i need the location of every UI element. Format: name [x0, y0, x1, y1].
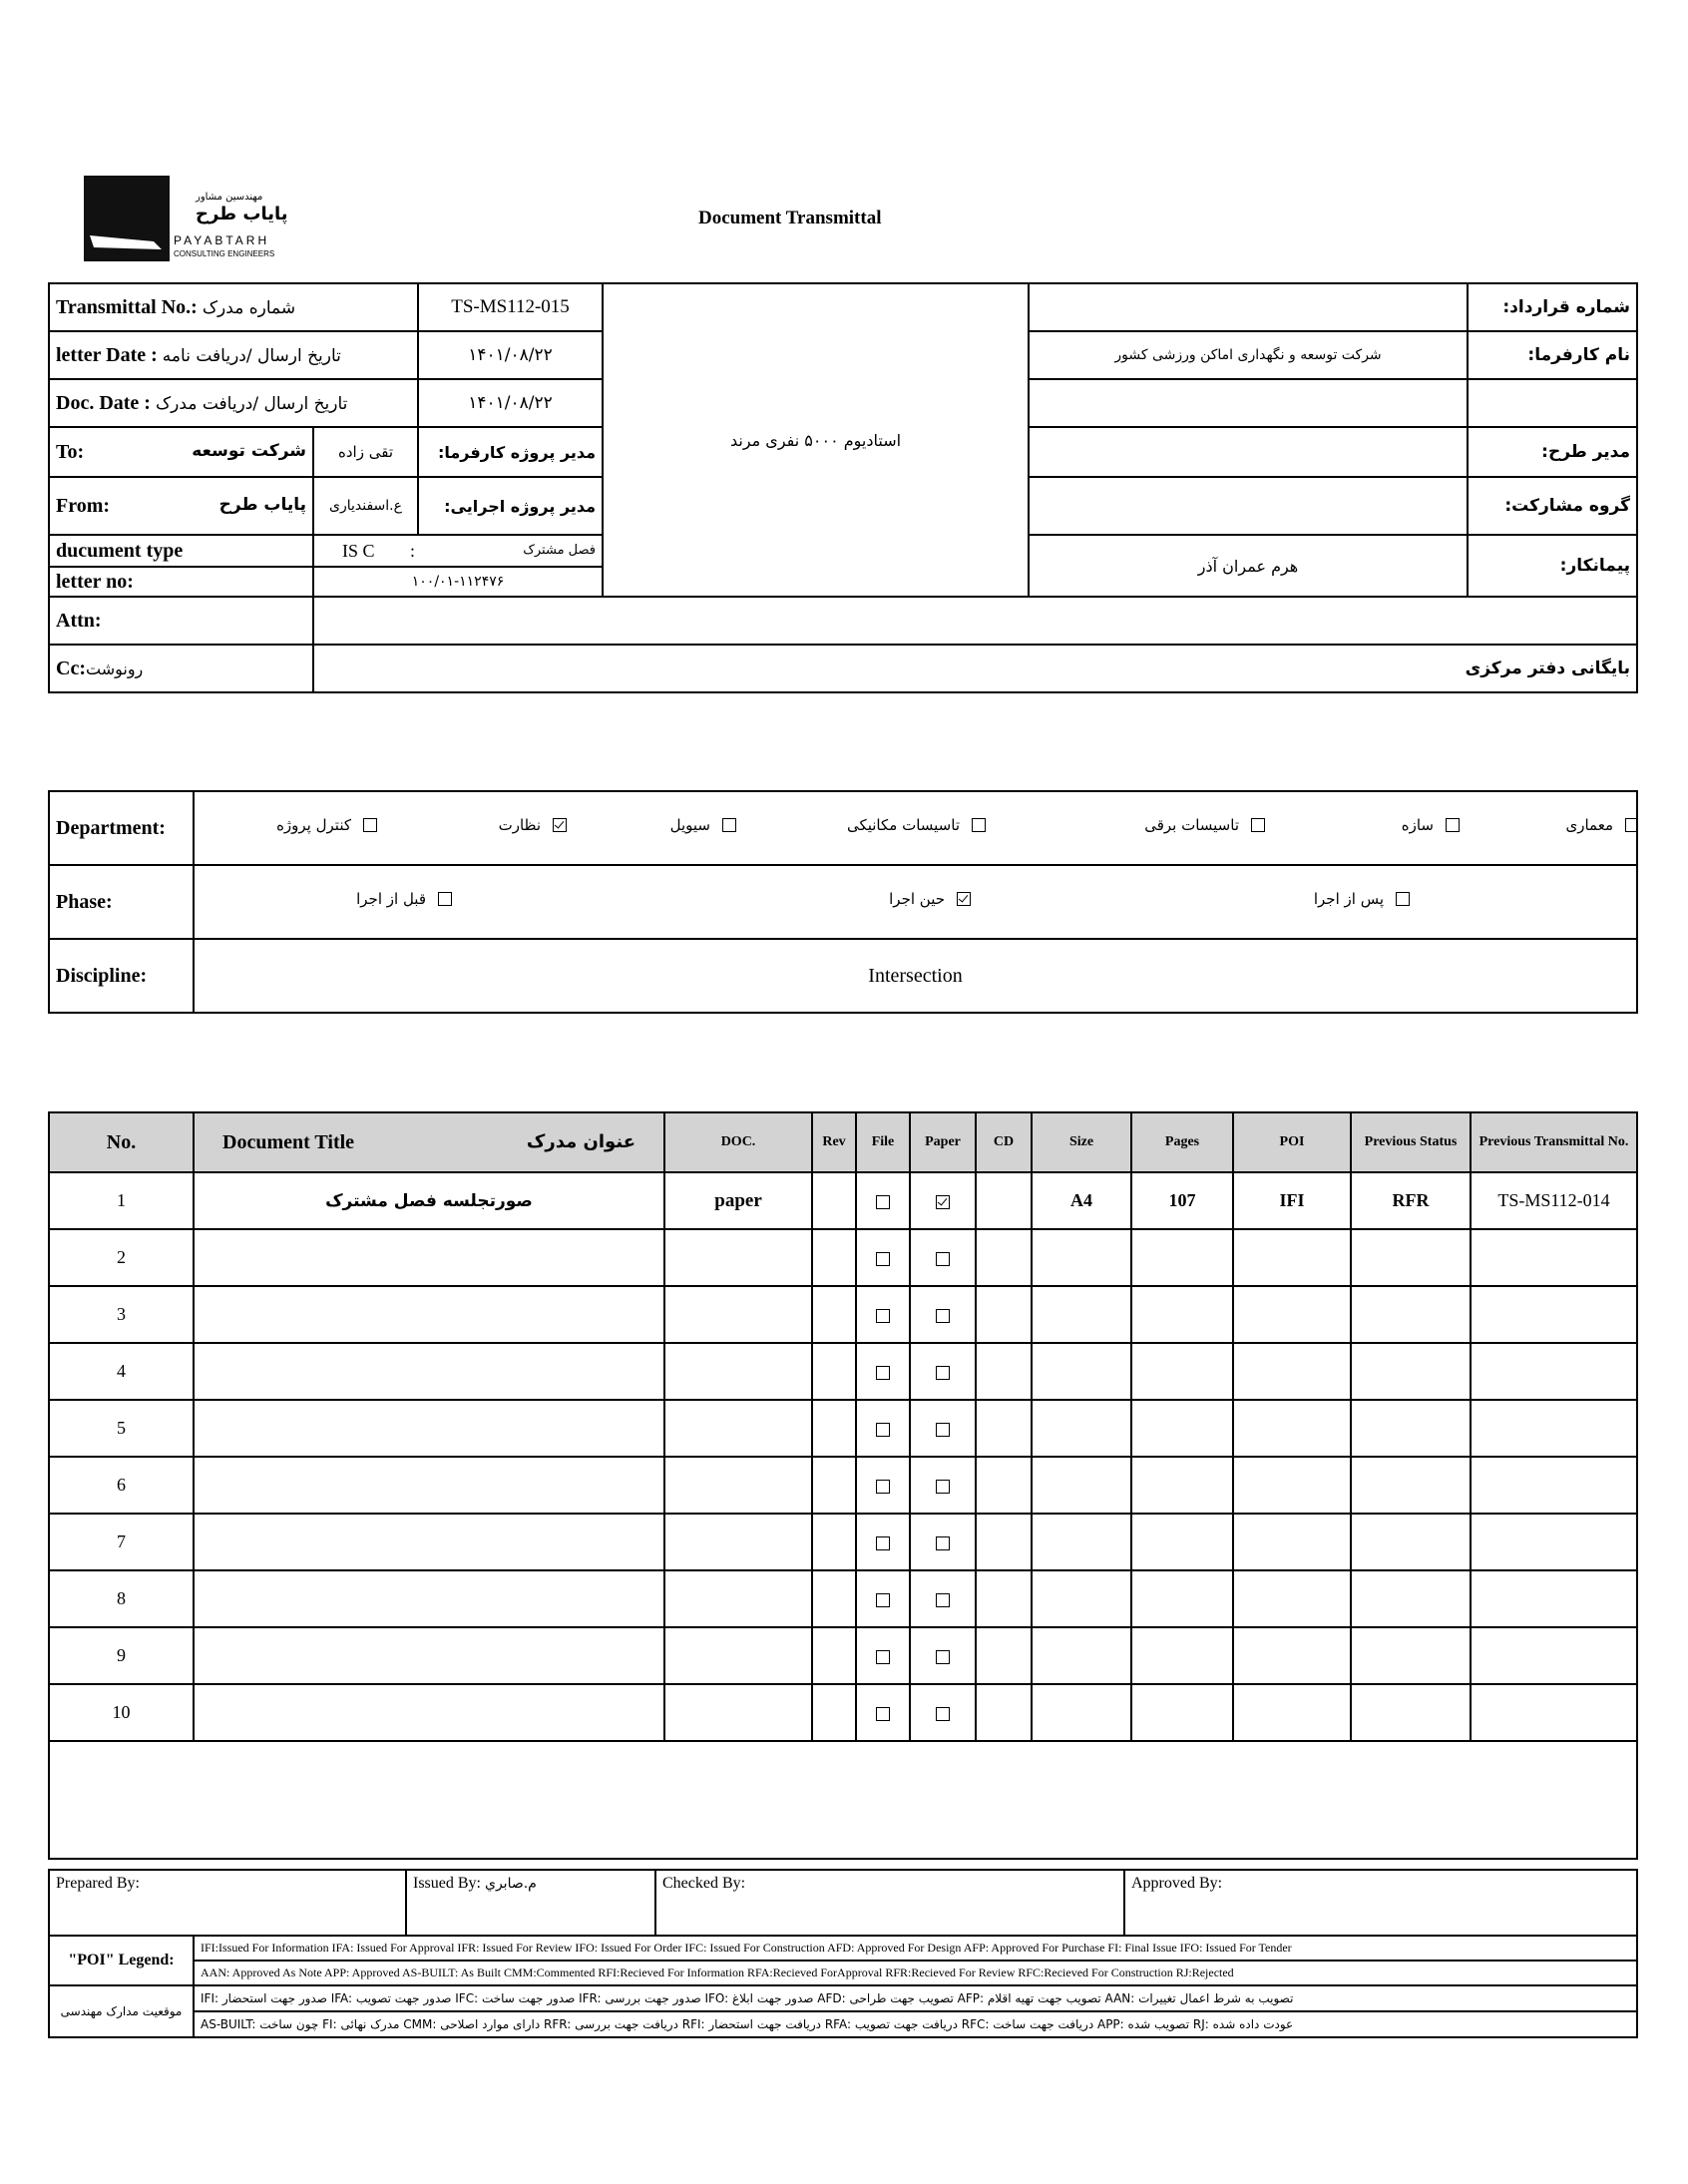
partnership-value [1029, 477, 1468, 535]
page-title: Document Transmittal [698, 208, 882, 228]
phase-options-row [195, 866, 1636, 938]
row-prev-transmittal [1471, 1400, 1637, 1457]
row-prev-transmittal [1471, 1627, 1637, 1684]
header-title-en: Document Title [222, 1131, 355, 1153]
transmittal-value: TS-MS112-015 [418, 283, 603, 331]
row-cd [976, 1627, 1032, 1684]
issued-by-cell [406, 1870, 655, 1936]
header-rev: Rev [812, 1112, 856, 1172]
logo-fa-top: مهندسین مشاور [196, 192, 263, 203]
department-option-label: کنترل پروژه [276, 816, 351, 834]
row-doc [664, 1514, 812, 1570]
row-doc [664, 1457, 812, 1514]
row-pages [1131, 1684, 1233, 1741]
paper-checkbox[interactable] [936, 1480, 950, 1494]
header-title-fa: عنوان مدرک [526, 1131, 635, 1152]
row-title [194, 1627, 664, 1684]
row-poi [1233, 1570, 1351, 1627]
phase-option-label: پس از اجرا [1313, 890, 1384, 908]
header-poi: POI [1233, 1112, 1351, 1172]
row-prev-status [1351, 1457, 1471, 1514]
header-pages: Pages [1131, 1112, 1233, 1172]
row-prev-status [1351, 1286, 1471, 1343]
paper-checkbox[interactable] [936, 1309, 950, 1323]
row-size [1032, 1684, 1131, 1741]
row-size [1032, 1400, 1131, 1457]
paper-checkbox[interactable] [936, 1195, 950, 1209]
row-prev-transmittal [1471, 1229, 1637, 1286]
row-title [194, 1457, 664, 1514]
doctype-value-row [314, 536, 602, 568]
paper-checkbox[interactable] [936, 1252, 950, 1266]
company-logo [84, 176, 293, 261]
row-prev-status: RFR [1351, 1172, 1471, 1229]
file-checkbox[interactable] [876, 1707, 890, 1721]
cc-label-fa: رونوشت [85, 658, 144, 678]
row-no: 9 [49, 1627, 194, 1684]
file-checkbox[interactable] [876, 1366, 890, 1380]
row-pages [1131, 1627, 1233, 1684]
paper-checkbox[interactable] [936, 1593, 950, 1607]
row-prev-status [1351, 1400, 1471, 1457]
letter-date-label-fa: تاریخ ارسال /دریافت نامه [162, 345, 341, 366]
row-size [1032, 1514, 1131, 1570]
header-file: File [856, 1112, 910, 1172]
phase-checkbox[interactable] [957, 892, 971, 906]
department-option-label: تاسیسات برقی [1144, 816, 1239, 834]
row-no: 1 [49, 1172, 194, 1229]
table-row [49, 1684, 1637, 1741]
department-option-label: معماری [1565, 816, 1613, 834]
checked-by: Checked By: [655, 1870, 1124, 1936]
header-prev-status: Previous Status [1351, 1112, 1471, 1172]
classification-table [48, 790, 1638, 1014]
row-pages [1131, 1229, 1233, 1286]
phase-checkbox[interactable] [1396, 892, 1410, 906]
department-checkbox[interactable] [553, 818, 567, 832]
row-paper [910, 1286, 976, 1343]
department-checkbox[interactable] [722, 818, 736, 832]
row-poi [1233, 1400, 1351, 1457]
table-row [49, 1343, 1637, 1400]
row-cd [976, 1457, 1032, 1514]
paper-checkbox[interactable] [936, 1536, 950, 1550]
status-legend-line1: IFI: صدور جهت استحضار IFA: صدور جهت تصویب IFC: صدور جهت ساخت IFR: صدور جهت بررسی IFO: صدور جهت ابلاغ AFD: تصویب جهت طراحی AFP: تصویب جهت تهیه اقلام AAN: تصویب به شرط اعمال تغییرات [194, 1985, 1637, 2011]
row-rev [812, 1514, 856, 1570]
department-checkbox[interactable] [1625, 818, 1637, 832]
doc-date-label-cell [49, 379, 418, 427]
row-no: 3 [49, 1286, 194, 1343]
row-prev-transmittal [1471, 1286, 1637, 1343]
to-value: شرکت توسعه [192, 440, 306, 461]
header-cd: CD [976, 1112, 1032, 1172]
attn-label: Attn: [49, 597, 313, 645]
from-value: پایاب طرح [218, 494, 306, 515]
poi-legend-label: "POI" Legend: [49, 1936, 194, 1985]
doctype-label: ducument type [50, 536, 312, 568]
table-row [49, 1514, 1637, 1570]
design-manager-value [1029, 427, 1468, 477]
row-file [856, 1343, 910, 1400]
row-prev-status [1351, 1514, 1471, 1570]
blank-value [1029, 379, 1468, 427]
contractor-label: پیمانکار: [1468, 535, 1637, 597]
row-size [1032, 1627, 1131, 1684]
department-option-label: نظارت [498, 816, 541, 834]
department-option [1566, 816, 1638, 834]
row-paper [910, 1457, 976, 1514]
to-label: To: [56, 440, 85, 463]
row-no: 10 [49, 1684, 194, 1741]
from-person: ع.اسفندیاری [313, 477, 418, 535]
row-cd [976, 1684, 1032, 1741]
project-name: استادیوم ۵۰۰۰ نفری مرند [603, 283, 1029, 597]
cc-label-en: Cc: [56, 656, 86, 679]
department-option-label: سیویل [669, 816, 710, 834]
department-checkbox[interactable] [1446, 818, 1460, 832]
row-doc: paper [664, 1172, 812, 1229]
row-rev [812, 1343, 856, 1400]
row-title [194, 1229, 664, 1286]
row-cd [976, 1514, 1032, 1570]
department-checkbox[interactable] [972, 818, 986, 832]
row-no: 8 [49, 1570, 194, 1627]
row-size [1032, 1570, 1131, 1627]
file-checkbox[interactable] [876, 1593, 890, 1607]
department-option [276, 816, 377, 834]
row-size [1032, 1343, 1131, 1400]
prepared-by: Prepared By: [49, 1870, 406, 1936]
phase-options [194, 865, 1637, 939]
row-prev-transmittal: TS-MS112-014 [1471, 1172, 1637, 1229]
transmittal-label-cell [49, 283, 418, 331]
row-prev-status [1351, 1570, 1471, 1627]
row-paper [910, 1514, 976, 1570]
issued-by-value: م.صابري [485, 1876, 537, 1892]
department-option-label: سازه [1401, 816, 1434, 834]
file-checkbox[interactable] [876, 1195, 890, 1209]
row-file [856, 1684, 910, 1741]
contract-no-label: شماره قرارداد: [1468, 283, 1637, 331]
row-no: 6 [49, 1457, 194, 1514]
table-row [49, 1457, 1637, 1514]
row-poi [1233, 1514, 1351, 1570]
row-paper [910, 1570, 976, 1627]
file-checkbox[interactable] [876, 1309, 890, 1323]
row-poi [1233, 1229, 1351, 1286]
row-file [856, 1627, 910, 1684]
row-doc [664, 1343, 812, 1400]
department-options-row [195, 792, 1636, 864]
row-pages [1131, 1343, 1233, 1400]
file-checkbox[interactable] [876, 1536, 890, 1550]
letterno-value: ۱۰۰/۰۱-۱۱۲۴۷۶ [411, 574, 505, 590]
client-label: نام کارفرما: [1468, 331, 1637, 379]
row-paper [910, 1627, 976, 1684]
partnership-label: گروه مشارکت: [1468, 477, 1637, 535]
row-prev-transmittal [1471, 1457, 1637, 1514]
row-size: A4 [1032, 1172, 1131, 1229]
header-paper: Paper [910, 1112, 976, 1172]
header-title [194, 1112, 664, 1172]
row-size [1032, 1229, 1131, 1286]
discipline-value: Intersection [194, 939, 1637, 1013]
row-pages [1131, 1286, 1233, 1343]
row-size [1032, 1286, 1131, 1343]
signatures-table [48, 1869, 1638, 1937]
table-row [49, 1172, 1637, 1229]
row-title [194, 1400, 664, 1457]
phase-option [1314, 890, 1410, 908]
department-option [1402, 816, 1460, 834]
from-role: مدیر پروژه اجرایی: [418, 477, 603, 535]
doc-date-label-en: Doc. Date : [56, 391, 151, 414]
header-no: No. [49, 1112, 194, 1172]
contractor-value: هرم عمران آذر [1029, 535, 1468, 597]
doctype-letterno-cell [49, 535, 313, 597]
row-file [856, 1570, 910, 1627]
department-option [499, 816, 567, 834]
doctype-fa: فصل مشترک [523, 543, 597, 558]
header-prev-transmittal: Previous Transmittal No. [1471, 1112, 1637, 1172]
from-label: From: [56, 494, 111, 517]
row-prev-transmittal [1471, 1570, 1637, 1627]
legend-table [48, 1935, 1638, 2038]
header-size: Size [1032, 1112, 1131, 1172]
attn-value [313, 597, 1637, 645]
department-checkbox[interactable] [363, 818, 377, 832]
row-file [856, 1172, 910, 1229]
department-options [194, 791, 1637, 865]
poi-legend-line2: AAN: Approved As Note APP: Approved AS-BUILT: As Built CMM:Commented RFI:Recieved For Information RFA:Recieved ForApproval RFR:Recieved For Review RFC:Recieved For Construction RJ:Rejected [194, 1961, 1637, 1985]
cc-label-cell [49, 645, 313, 692]
to-cell [49, 427, 313, 477]
file-checkbox[interactable] [876, 1480, 890, 1494]
letterno-label: letter no: [56, 571, 134, 593]
letter-date-value: ۱۴۰۱/۰۸/۲۲ [418, 331, 603, 379]
design-manager-label: مدیر طرح: [1468, 427, 1637, 477]
row-file [856, 1457, 910, 1514]
row-paper [910, 1229, 976, 1286]
phase-option-label: قبل از اجرا [356, 890, 426, 908]
status-legend-label: موقعیت مدارک مهندسی [49, 1985, 194, 2037]
info-table [48, 282, 1638, 693]
transmittal-label-fa: شماره مدرک [202, 297, 296, 318]
table-row [49, 1570, 1637, 1627]
status-legend-line2: AS-BUILT: چون ساخت FI: مدرک نهائی CMM: دارای موارد اصلاحی RFR: دریافت جهت بررسی RFI: دریافت جهت استحضار RFA: دریافت جهت تصویب RFC: دریافت جهت ساخت APP: تصویب شده RJ: عودت داده شده [194, 2011, 1637, 2037]
row-paper [910, 1172, 976, 1229]
paper-checkbox[interactable] [936, 1707, 950, 1721]
row-rev [812, 1172, 856, 1229]
doctype-value: IS C [342, 541, 375, 561]
row-prev-transmittal [1471, 1343, 1637, 1400]
row-prev-status [1351, 1343, 1471, 1400]
row-rev [812, 1400, 856, 1457]
row-rev [812, 1229, 856, 1286]
cc-value: بایگانی دفتر مرکزی [313, 645, 1637, 692]
row-prev-transmittal [1471, 1684, 1637, 1741]
row-no: 4 [49, 1343, 194, 1400]
phase-checkbox[interactable] [438, 892, 452, 906]
row-title: صورتجلسه فصل مشترک [194, 1172, 664, 1229]
paper-checkbox[interactable] [936, 1423, 950, 1437]
row-no: 2 [49, 1229, 194, 1286]
row-doc [664, 1684, 812, 1741]
row-title [194, 1570, 664, 1627]
phase-option [889, 890, 971, 908]
header-doc: DOC. [664, 1112, 812, 1172]
logo-mark-icon [84, 176, 170, 261]
row-rev [812, 1684, 856, 1741]
discipline-label: Discipline: [49, 939, 194, 1013]
department-label: Department: [49, 791, 194, 865]
department-option-label: تاسیسات مکانیکی [846, 816, 960, 834]
row-no: 7 [49, 1514, 194, 1570]
blank-label [1468, 379, 1637, 427]
poi-legend-line1: IFI:Issued For Information IFA: Issued For Approval IFR: Issued For Review IFO: Issued For Order IFC: Issued For Construction AFD: Approved For Design AFP: Approved For Purchase FI: Final Issue IFO: Issued For Tender [194, 1936, 1637, 1961]
row-no: 5 [49, 1400, 194, 1457]
client-value: شرکت توسعه و نگهداری اماکن ورزشی کشور [1029, 331, 1468, 379]
table-row [49, 1400, 1637, 1457]
department-option [670, 816, 736, 834]
row-paper [910, 1400, 976, 1457]
row-rev [812, 1286, 856, 1343]
row-poi [1233, 1286, 1351, 1343]
notes-area [49, 1741, 1637, 1859]
doc-date-value: ۱۴۰۱/۰۸/۲۲ [418, 379, 603, 427]
department-option [847, 816, 986, 834]
row-doc [664, 1627, 812, 1684]
file-checkbox[interactable] [876, 1650, 890, 1664]
row-doc [664, 1229, 812, 1286]
row-paper [910, 1684, 976, 1741]
table-row [49, 1627, 1637, 1684]
row-poi [1233, 1343, 1351, 1400]
row-title [194, 1684, 664, 1741]
row-file [856, 1514, 910, 1570]
row-pages [1131, 1400, 1233, 1457]
row-cd [976, 1172, 1032, 1229]
row-poi: IFI [1233, 1172, 1351, 1229]
letter-date-label-cell [49, 331, 418, 379]
row-title [194, 1343, 664, 1400]
logo-en-name: PAYABTARH [174, 233, 270, 247]
table-row [49, 1286, 1637, 1343]
issued-by: Issued By: [413, 1875, 481, 1892]
row-doc [664, 1570, 812, 1627]
row-file [856, 1286, 910, 1343]
row-pages [1131, 1514, 1233, 1570]
phase-option-label: حین اجرا [889, 890, 945, 908]
phase-option [356, 890, 452, 908]
row-prev-status [1351, 1684, 1471, 1741]
to-person: تقی زاده [313, 427, 418, 477]
row-rev [812, 1627, 856, 1684]
row-pages: 107 [1131, 1172, 1233, 1229]
row-poi [1233, 1627, 1351, 1684]
row-poi [1233, 1457, 1351, 1514]
row-cd [976, 1343, 1032, 1400]
logo-fa-name: پایاب طرح [196, 204, 288, 224]
doctype-colon: : [410, 541, 416, 561]
row-prev-transmittal [1471, 1514, 1637, 1570]
doctype-value-cell [313, 535, 603, 597]
row-title [194, 1514, 664, 1570]
contract-no-value [1029, 283, 1468, 331]
row-pages [1131, 1457, 1233, 1514]
row-cd [976, 1400, 1032, 1457]
letter-date-label-en: letter Date : [56, 343, 158, 366]
row-poi [1233, 1684, 1351, 1741]
logo-en-sub: CONSULTING ENGINEERS [174, 249, 275, 258]
row-prev-status [1351, 1627, 1471, 1684]
documents-table [48, 1111, 1638, 1860]
approved-by: Approved By: [1124, 1870, 1637, 1936]
transmittal-label-en: Transmittal No.: [56, 295, 198, 318]
row-doc [664, 1400, 812, 1457]
paper-checkbox[interactable] [936, 1366, 950, 1380]
row-prev-status [1351, 1229, 1471, 1286]
row-file [856, 1400, 910, 1457]
row-cd [976, 1286, 1032, 1343]
row-rev [812, 1457, 856, 1514]
file-checkbox[interactable] [876, 1252, 890, 1266]
row-paper [910, 1343, 976, 1400]
department-option [1144, 816, 1265, 834]
row-cd [976, 1229, 1032, 1286]
to-role: مدیر پروژه کارفرما: [418, 427, 603, 477]
paper-checkbox[interactable] [936, 1650, 950, 1664]
row-file [856, 1229, 910, 1286]
row-pages [1131, 1570, 1233, 1627]
row-size [1032, 1457, 1131, 1514]
department-checkbox[interactable] [1251, 818, 1265, 832]
table-row [49, 1229, 1637, 1286]
file-checkbox[interactable] [876, 1423, 890, 1437]
row-rev [812, 1570, 856, 1627]
doc-date-label-fa: تاریخ ارسال /دریافت مدرک [155, 393, 348, 414]
from-cell [49, 477, 313, 535]
phase-label: Phase: [49, 865, 194, 939]
row-doc [664, 1286, 812, 1343]
row-cd [976, 1570, 1032, 1627]
row-title [194, 1286, 664, 1343]
